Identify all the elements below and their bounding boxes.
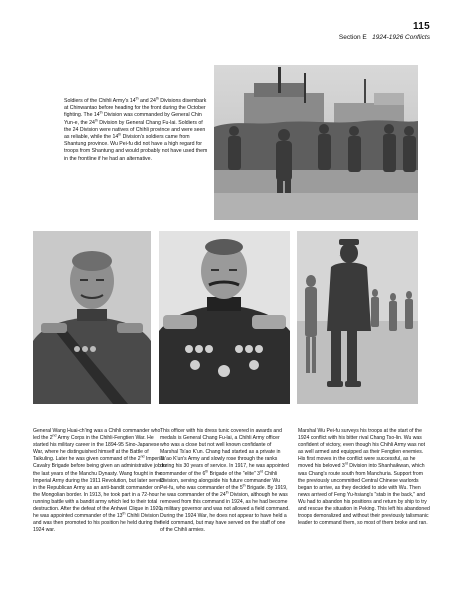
caption-wang-huai-ching: General Wang Huai-ch'ing was a Chihli commander who led the 2nd Army Corps in the Chihli-Fengtien War. He started his military career in the 1894-95 Sino-Japanese War, where he distinguished himself at the Battle of Taikuling. Later he was given command of the 2nd Imperial Cavalry Brigade before being given an administrative job in the last years of the Manchu Dynasty. Wang fought in the Imperial Army during the 1911 Revolution, but later served in the Republican Army as an anti-bandit commander on the Mongolian border. In 1913, he took part in a 72-hour running battle with a bandit army which led to their total destruction. After the defeat of the Anhwei Clique in 1920, he was appointed commander of the 13th Chihli Division and was then promoted to his position he held during the 1924 war. — [33, 428, 167, 534]
troops-disembarking-photo — [214, 65, 418, 220]
caption-wu-pei-fu: Marshal Wu Pei-fu surveys his troops at the start of the 1924 conflict with his bitter rival Chang Tso-lin. Wu was confident of victory, even though his Chihli Army was not as well armed and equipped as their Fengtien enemies. His first moves in the conflict were successful, as he moved his beloved 3rd Division into Shanhaikwan, which was Chang's route south from Manchuria. Support from the previously uncommitted Central Chinese warlords began to arrive, as they decided to side with Wu. Then news arrived of Feng Yu-hsiang's "stab in the back," and Wu had to abandon his positions and return by ship to try and rescue the situation in Peking. This left his abandoned troops demoralized and without their previously talismanic leader to command them, so most of them broke and ran. — [298, 428, 430, 527]
section-label: Section E — [338, 34, 367, 41]
officer-dress-tunic-photo — [159, 231, 290, 404]
section-title: 1924-1926 Conflicts — [372, 34, 430, 41]
marshal-surveying-troops-photo — [297, 231, 418, 404]
page-number: 115 — [412, 21, 430, 32]
running-head — [339, 34, 430, 41]
intro-caption: Soldiers of the Chihli Army's 14th and 24th Divisions disembark at Chinwantao before heading for the front during the October fighting. The 14th Division was commanded by General Chin Yun-e, the 24th Division by General Chang Fu-lai. Soldiers of the 24 Division were natives of Chihli province and were seen as reliable, while the 14th Division's soldiers came from Shantung province. Wu Pei-fu did not have a high regard for troops from Shantung and would probably not have used them in the frontline if he had an alternative. — [64, 96, 208, 162]
general-portrait-photo — [33, 231, 151, 404]
caption-chang-fu-lai: This officer with his dress tunic covered in awards and medals is General Chang Fu-lai, a Chihli Army officer who was a close but not well known confidante of Marshal Ts'ao K'un. Chang had started as a private in Ts'ao K'un's Army and slowly rose through the ranks during his 30 years of service. In 1917, he was appointed commander of the 6th Brigade of the "elite" 3rd Chihli Division, serving alongside his future commander Wu Pei-fu, who was commander of the 5th Brigade. By 1919, he was commander of the 24th Division, although he was removed from this command in 1924, as he had become a military governor and was not allowed a field command. During the 1924 War, he does not appear to have held a field command, but may have served on the staff of one of the Chihli armies. — [160, 428, 290, 534]
